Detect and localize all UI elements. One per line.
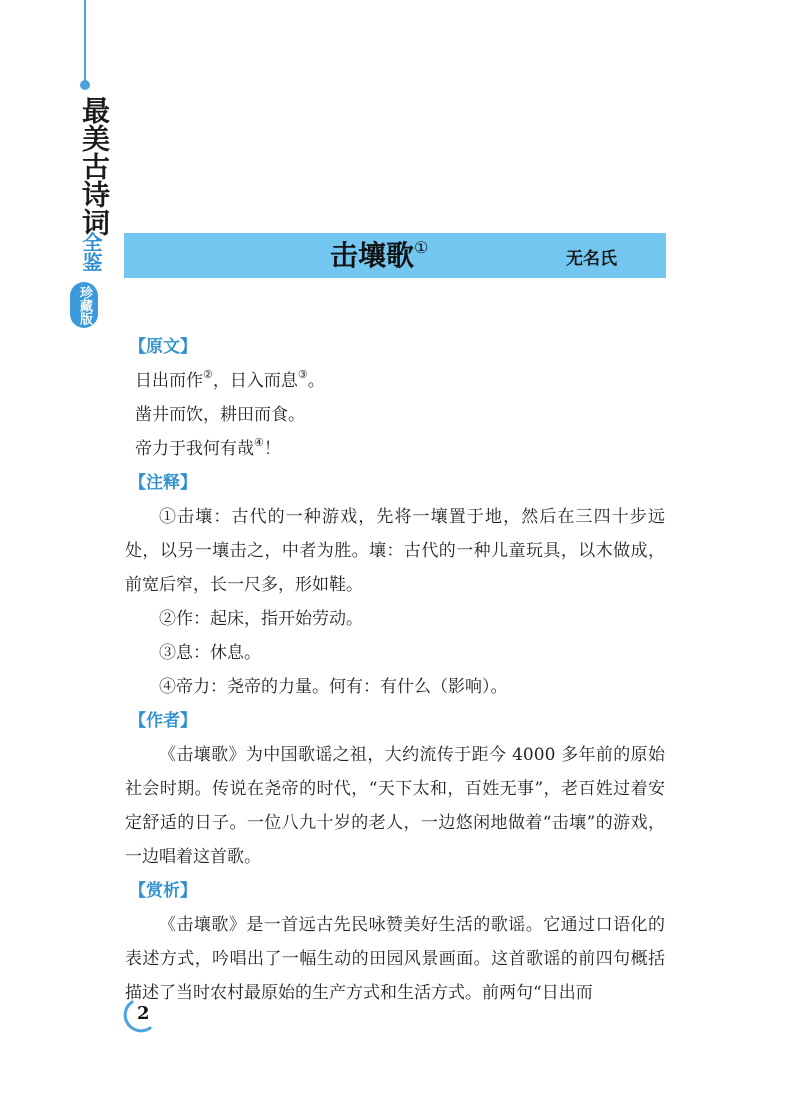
footnote-mark: ③: [297, 368, 308, 381]
book-title-vertical: 最美古诗词: [78, 96, 111, 236]
section-head-notes: 【注释】: [129, 473, 197, 493]
note-item: ②作：起床，指开始劳动。: [159, 609, 363, 629]
section-head-original: 【原文】: [129, 337, 197, 357]
poem-line: 凿井而饮，耕田而食。: [135, 405, 305, 425]
title-footnote-mark: ①: [414, 238, 429, 257]
side-rule: [84, 0, 86, 84]
analysis-paragraph: 《击壤歌》是一首远古先民咏赞美好生活的歌谣。它通过口语化的表述方式，吟唱出了一幅生动的田园风景画面。这首歌谣的前四句概括描述了当时农村最原始的生产方式和生活方式。前两句“日出而: [125, 915, 665, 1003]
poem-line: 帝力于我何有哉④！: [135, 436, 281, 459]
author-paragraph: 《击壤歌》为中国歌谣之祖，大约流传于距今 4000 多年前的原始社会时期。传说在尧帝的时代，“天下太和，百姓无事”，老百姓过着安定舒适的日子。一位八九十岁的老人，一边悠闲地做着“击壤”的游戏，一边唱着这首歌。: [125, 745, 665, 867]
book-subtitle-vertical: 全鉴: [79, 232, 103, 272]
edition-badge: 珍藏版: [70, 282, 98, 328]
poem-author: 无名氏: [566, 249, 617, 269]
poem-line: 日出而作②，日入而息③。: [135, 368, 325, 391]
poem-title: 击壤歌①: [330, 238, 429, 272]
footnote-mark: ④: [254, 436, 264, 449]
page-number: 2: [137, 1003, 150, 1024]
side-dot: [80, 80, 90, 90]
note-item: ④帝力：尧帝的力量。何有：有什么（影响）。: [159, 677, 508, 697]
section-head-analysis: 【赏析】: [129, 881, 197, 901]
note-item: ①击壤：古代的一种游戏，先将一壤置于地，然后在三四十步远处，以另一壤击之，中者为胜。壤：古代的一种儿童玩具，以木做成，前宽后窄，长一尺多，形如鞋。: [125, 507, 665, 595]
page-body: [125, 330, 665, 1010]
section-head-author: 【作者】: [129, 711, 197, 731]
note-item: ③息：休息。: [159, 643, 261, 663]
footnote-mark: ②: [203, 368, 213, 381]
